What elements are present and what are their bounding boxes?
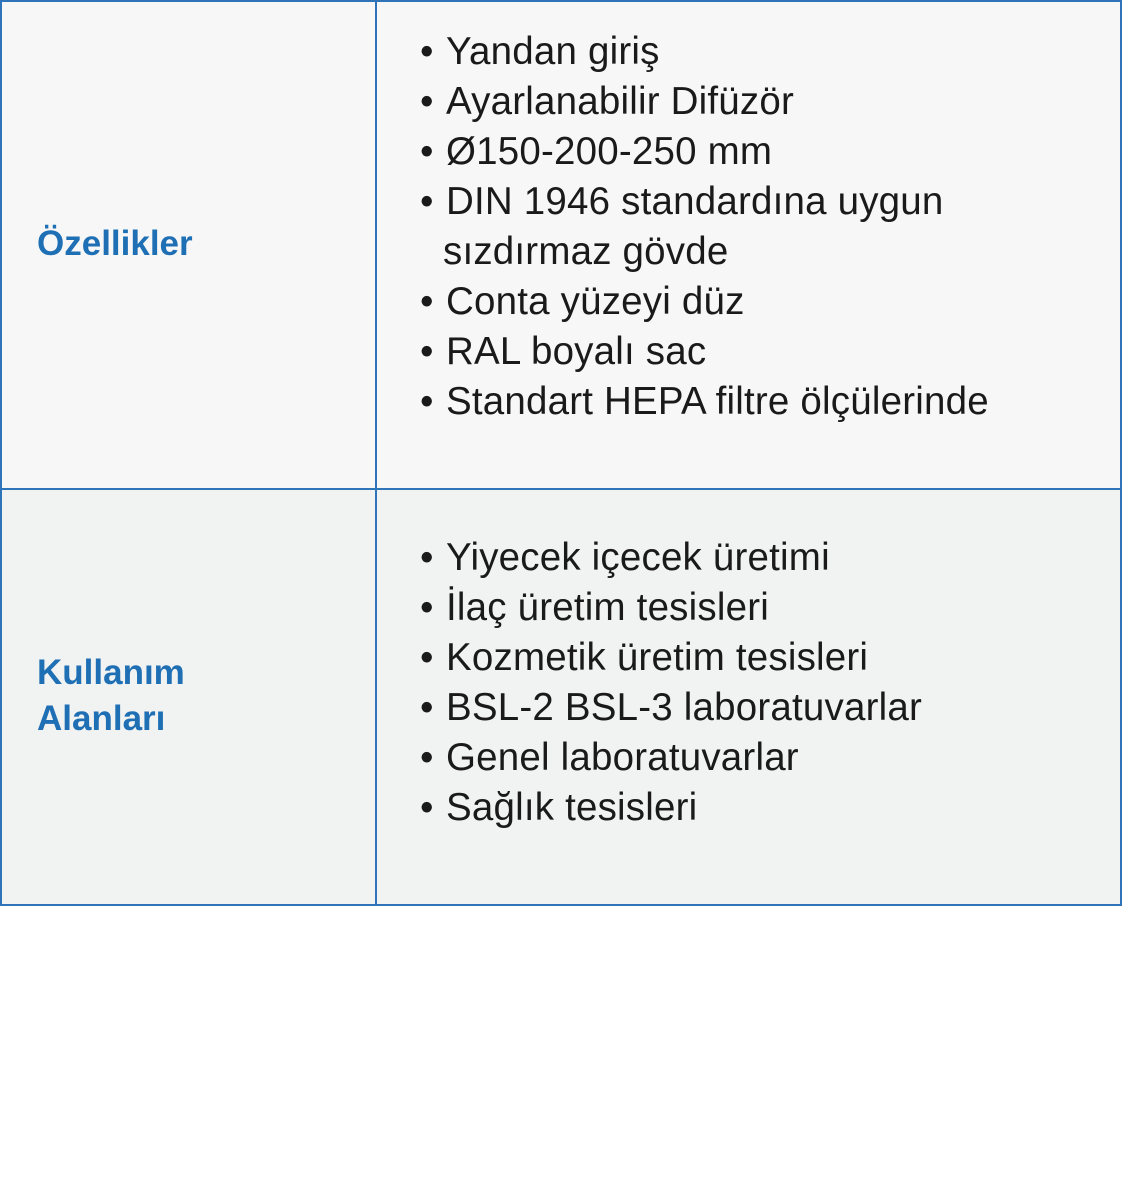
list-item: • RAL boyalı sac	[420, 329, 707, 373]
list-item: • Ayarlanabilir Difüzör	[420, 79, 794, 123]
list-item: • Sağlık tesisleri	[420, 785, 698, 829]
usage-items-cell	[376, 489, 1121, 905]
features-list	[4, 27, 1120, 427]
list-item: • Yandan giriş	[420, 29, 660, 73]
list-item: • DIN 1946 standardına uygun sızdırmaz gövde	[420, 179, 944, 273]
usage-list	[4, 533, 1120, 833]
list-item: • Yiyecek içecek üretimi	[420, 535, 830, 579]
table-row-features	[1, 1, 1121, 489]
list-item: • Standart HEPA filtre ölçülerinde	[420, 379, 989, 423]
list-item: • İlaç üretim tesisleri	[420, 585, 769, 629]
features-label: Özellikler	[37, 224, 193, 263]
list-item: • Kozmetik üretim tesisleri	[420, 635, 869, 679]
list-item: • Genel laboratuvarlar	[420, 735, 799, 779]
list-item: • Conta yüzeyi düz	[420, 279, 745, 323]
features-items-cell	[376, 1, 1121, 489]
list-item: • BSL-2 BSL-3 laboratuvarlar	[420, 685, 922, 729]
table-row-usage	[1, 489, 1121, 905]
usage-label: Kullanım Alanları	[37, 652, 185, 738]
list-item: • Ø150-200-250 mm	[420, 129, 773, 173]
